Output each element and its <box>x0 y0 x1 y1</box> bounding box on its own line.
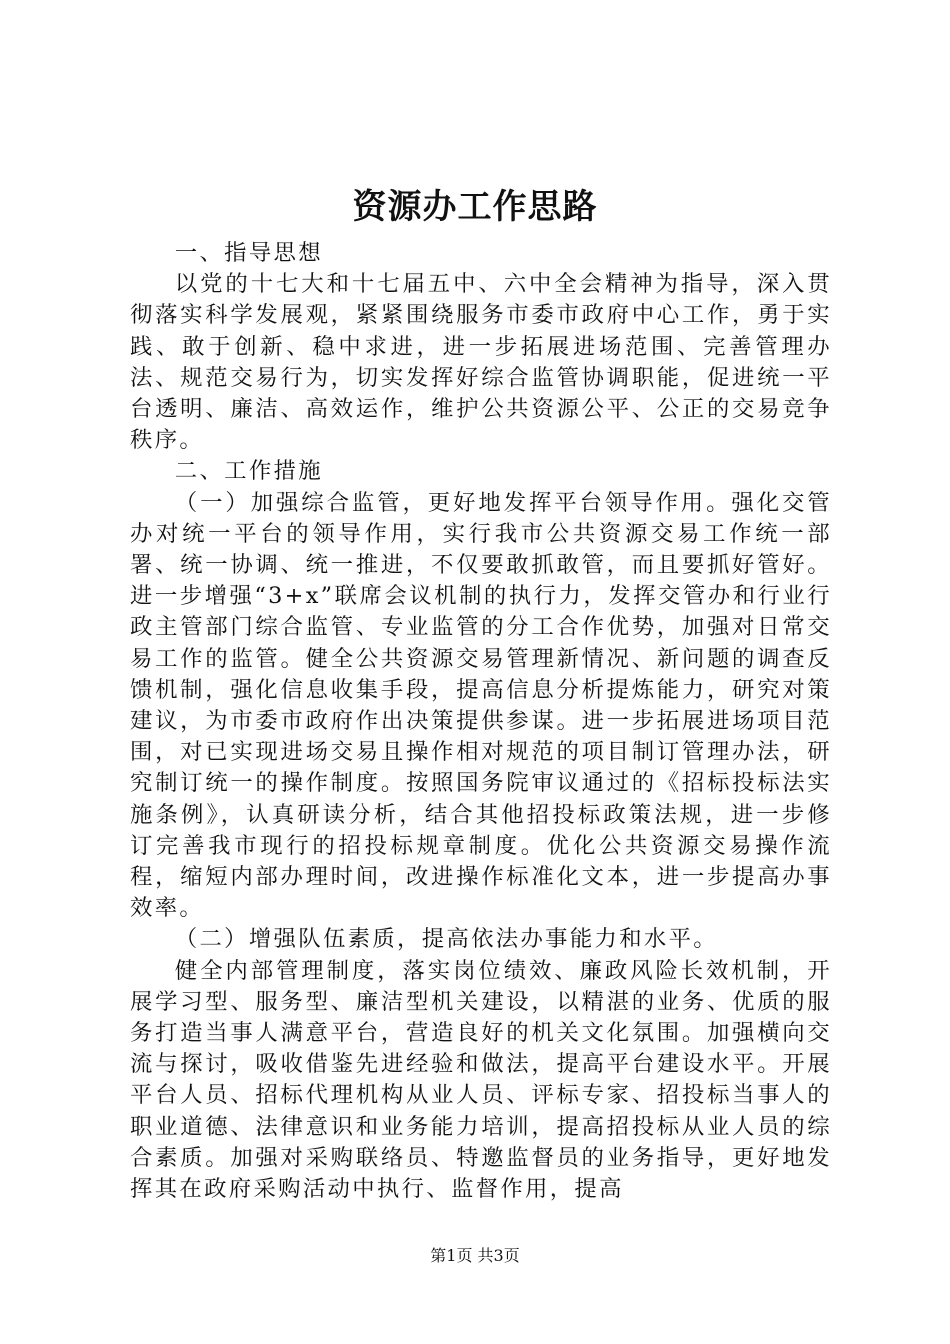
paragraph: （一）加强综合监管，更好地发挥平台领导作用。强化交管办对统一平台的领导作用，实行我市公共资源交易工作统一部署、统一协调、统一推进，不仅要敢抓敢管，而且要抓好管好。进一步增强“3+x”联席会议机制的执行力，发挥交管办和行业行政主管部门综合监管、专业监管的分工合作优势，加强对日常交易工作的监管。健全公共资源交易管理新情况、新问题的调查反馈机制，强化信息收集手段，提高信息分析提炼能力，研究对策建议，为市委市政府作出决策提供参谋。进一步拓展进场项目范围，对已实现进场交易且操作相对规范的项目制订管理办法，研究制订统一的操作制度。按照国务院审议通过的《招标投标法实施条例》，认真研读分析，结合其他招投标政策法规，进一步修订完善我市现行的招投标规章制度。优化公共资源交易操作流程，缩短内部办理时间，改进操作标准化文本，进一步提高办事效率。 <box>130 489 832 922</box>
document-body <box>130 238 832 1205</box>
page-footer: 第1页 共3页 <box>430 1246 520 1265</box>
subsection-heading: （二）增强队伍素质，提高依法办事能力和水平。 <box>174 926 718 953</box>
paragraph: 健全内部管理制度，落实岗位绩效、廉政风险长效机制，开展学习型、服务型、廉洁型机关建设，以精湛的业务、优质的服务打造当事人满意平台，营造良好的机关文化氛围。加强横向交流与探讨，吸收借鉴先进经验和做法，提高平台建设水平。开展平台人员、招标代理机构从业人员、评标专家、招投标当事人的职业道德、法律意识和业务能力培训，提高招投标从业人员的综合素质。加强对采购联络员、特邀监督员的业务指导，更好地发挥其在政府采购活动中执行、监督作用，提高 <box>130 957 832 1203</box>
document-title: 资源办工作思路 <box>352 187 598 227</box>
section-heading-guiding-ideology: 一、指导思想 <box>174 240 323 266</box>
section-heading-work-measures: 二、工作措施 <box>174 458 323 485</box>
paragraph: 以党的十七大和十七届五中、六中全会精神为指导，深入贯彻落实科学发展观，紧紧围绕服务市委市政府中心工作，勇于实践、敢于创新、稳中求进，进一步拓展进场范围、完善管理办法、规范交易行为，切实发挥好综合监管协调职能，促进统一平台透明、廉洁、高效运作，维护公共资源公平、公正的交易竞争秩序。 <box>130 271 832 454</box>
